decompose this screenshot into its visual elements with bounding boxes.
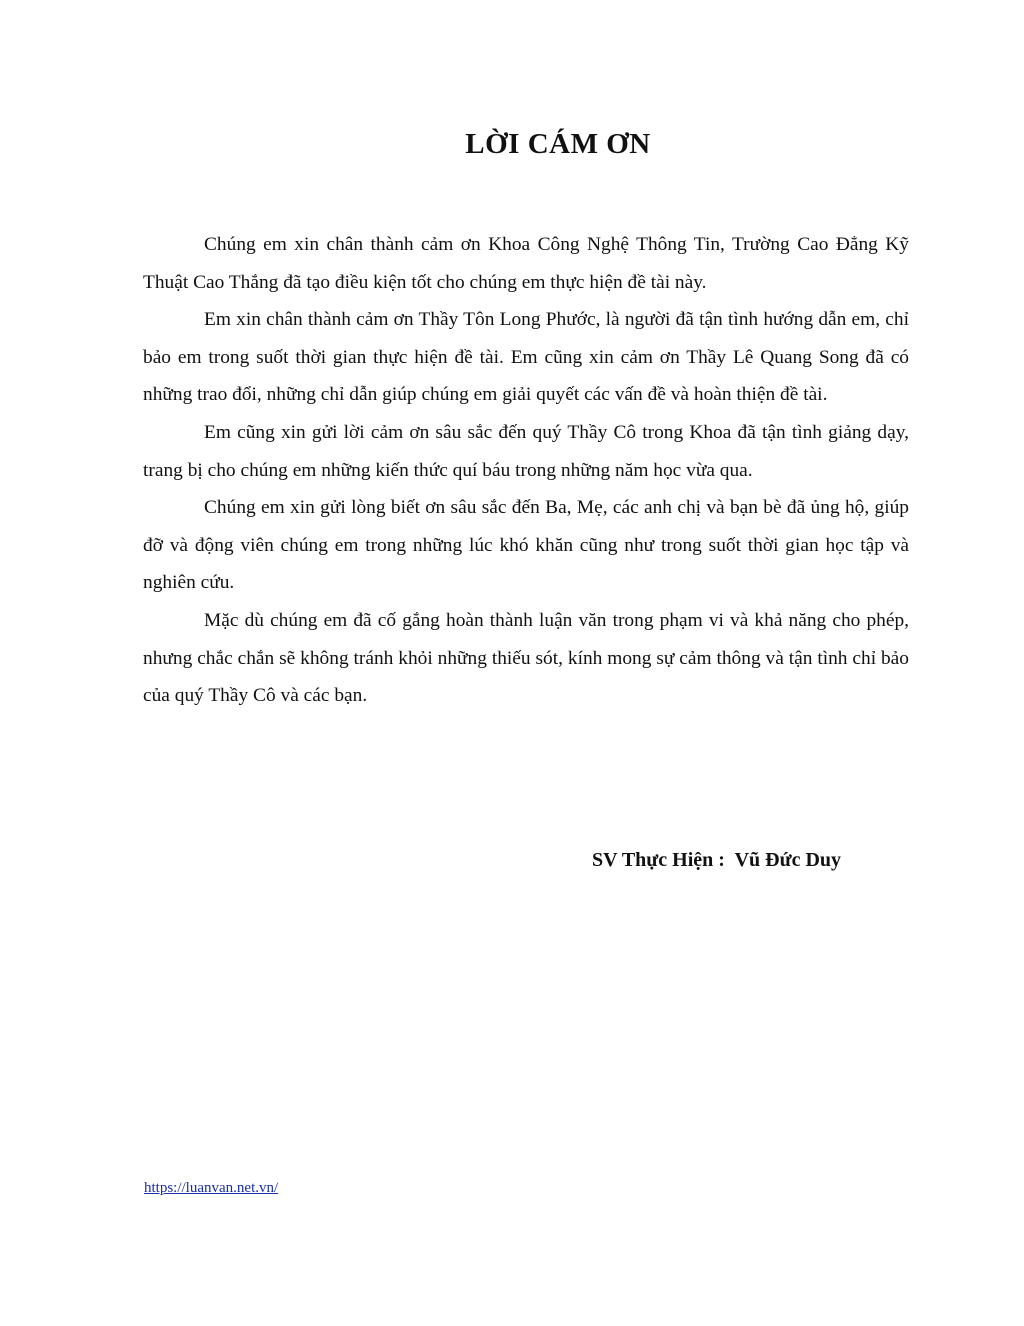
paragraph-3: Em cũng xin gửi lời cảm ơn sâu sắc đến quý Thầy Cô trong Khoa đã tận tình giảng dạy, trang bị cho chúng em những kiến thức quí báu trong những năm học vừa qua. xyxy=(143,421,909,481)
paragraph-5: Mặc dù chúng em đã cố gắng hoàn thành luận văn trong phạm vi và khả năng cho phép, nhưng chắc chắn sẽ không tránh khỏi những thiếu sót, kính mong sự cảm thông và tận tình chỉ bảo của quý Thầy Cô và các bạn. xyxy=(143,609,909,707)
acknowledgement-body xyxy=(143,226,909,715)
footer-source-link[interactable]: https://luanvan.net.vn/ xyxy=(144,1180,279,1196)
paragraph-1: Chúng em xin chân thành cảm ơn Khoa Công Nghệ Thông Tin, Trường Cao Đẳng Kỹ Thuật Cao Thắng đã tạo điều kiện tốt cho chúng em thực hiện đề tài này. xyxy=(143,234,909,293)
paragraph-4: Chúng em xin gửi lòng biết ơn sâu sắc đến Ba, Mẹ, các anh chị và bạn bè đã ủng hộ, giúp đỡ và động viên chúng em trong những lúc khó khăn cũng như trong suốt thời gian học tập và nghiên cứu. xyxy=(143,497,909,594)
page-title: LỜI CÁM ƠN xyxy=(465,128,651,160)
paragraph-2: Em xin chân thành cảm ơn Thầy Tôn Long Phước, là người đã tận tình hướng dẫn em, chỉ bảo em trong suốt thời gian thực hiện đề tài. Em cũng xin cảm ơn Thầy Lê Quang Song đã có những trao đổi, những chỉ dẫn giúp chúng em giải quyết các vấn đề và hoàn thiện đề tài. xyxy=(143,309,909,406)
author-signature: SV Thực Hiện : Vũ Đức Duy xyxy=(592,849,842,871)
